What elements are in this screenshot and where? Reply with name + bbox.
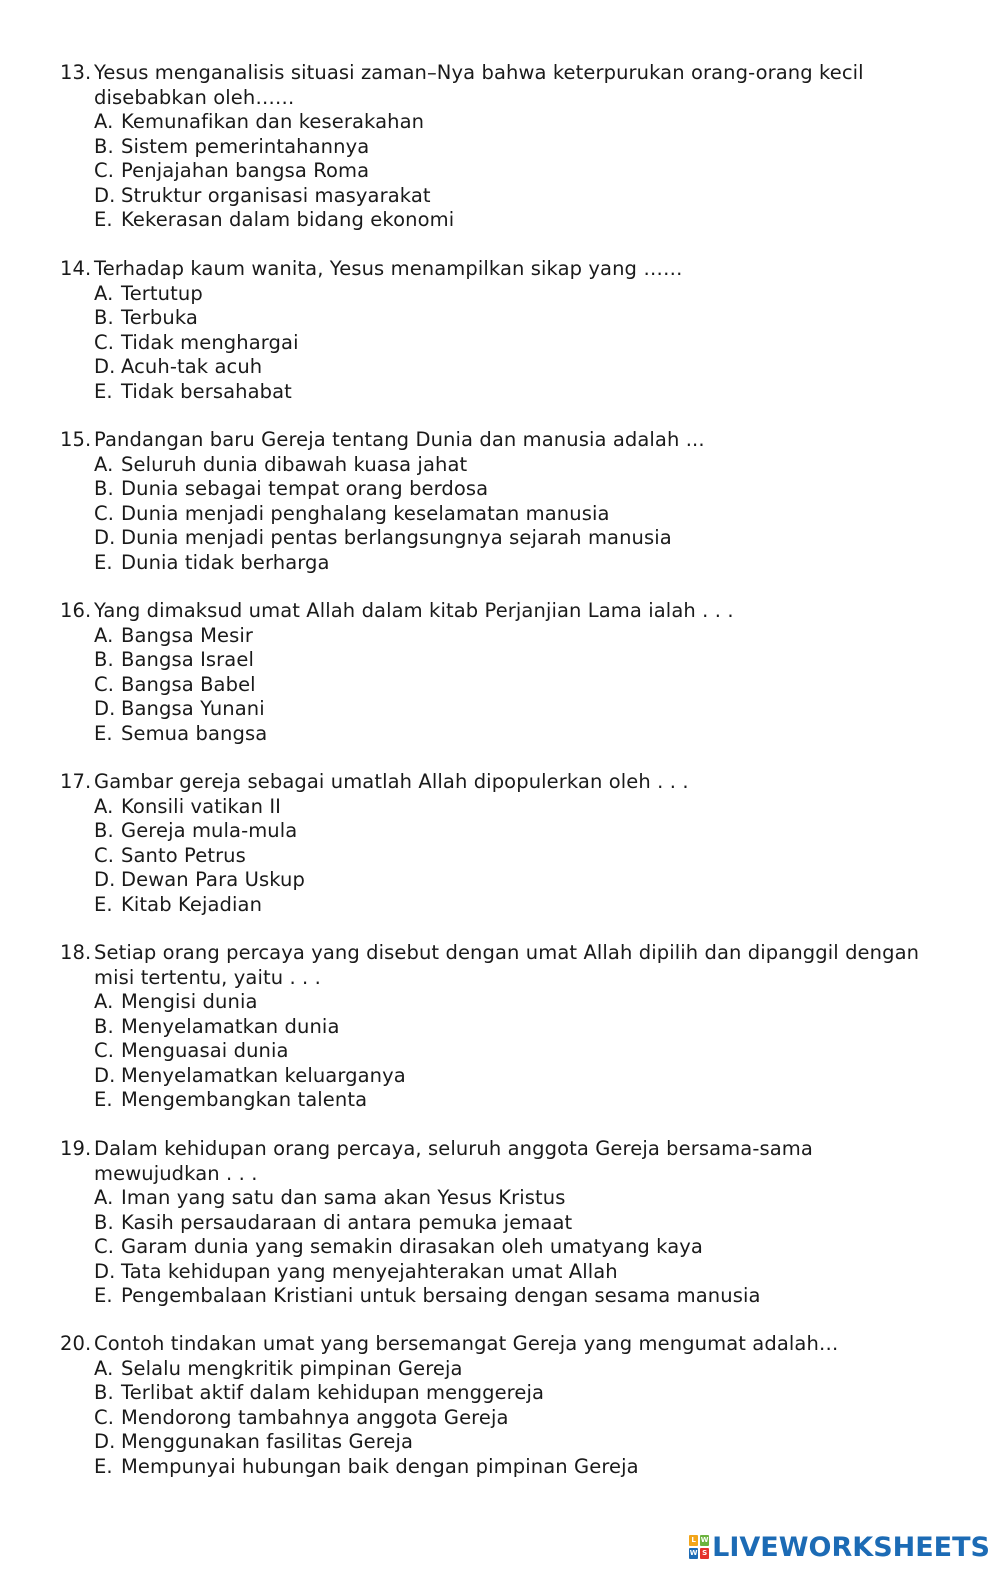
question-15 <box>60 428 940 575</box>
option-text: Menyelamatkan keluarganya <box>121 1063 406 1087</box>
option-letter: A. <box>94 990 114 1013</box>
option-text: Struktur organisasi masyarakat <box>121 183 431 207</box>
question-13 <box>60 61 940 233</box>
option-b <box>94 477 940 502</box>
option-text: Dunia menjadi pentas berlangsungnya sejarah manusia <box>121 526 672 549</box>
option-e <box>94 1455 940 1480</box>
option-letter: B. <box>94 1210 114 1234</box>
option-e <box>94 551 940 576</box>
question-text: Gambar gereja sebagai umatlah Allah dipopulerkan oleh . . . <box>94 770 689 793</box>
option-text: Menyelamatkan dunia <box>121 1014 340 1038</box>
logo-wordmark: LIVEWORKSHEETS <box>712 1531 990 1563</box>
option-text: Bangsa Israel <box>121 648 254 671</box>
option-text: Iman yang satu dan sama akan Yesus Kristus <box>121 1186 566 1209</box>
option-text: Kitab Kejadian <box>121 892 263 916</box>
question-number: 14. <box>60 257 92 280</box>
option-d <box>94 526 940 551</box>
option-letter: D. <box>94 1430 116 1453</box>
option-letter: D. <box>94 355 116 378</box>
option-text: Semua bangsa <box>121 721 268 745</box>
question-text: Terhadap kaum wanita, Yesus menampilkan sikap yang …… <box>94 257 683 280</box>
option-a <box>94 453 940 478</box>
option-text: Bangsa Mesir <box>121 623 253 647</box>
option-c <box>94 1235 940 1260</box>
option-a <box>94 990 940 1015</box>
question-16 <box>60 599 940 746</box>
question-number: 17. <box>60 770 92 793</box>
option-letter: D. <box>94 868 116 891</box>
option-letter: E. <box>94 1088 113 1111</box>
option-letter: C. <box>94 330 115 354</box>
question-18 <box>60 941 940 1113</box>
question-text: Setiap orang percaya yang disebut dengan umat Allah dipilih dan dipanggil dengan misi tertentu, yaitu . . . <box>94 941 920 989</box>
option-letter: E. <box>94 721 113 745</box>
option-text: Acuh-tak acuh <box>121 355 263 378</box>
option-e <box>94 380 940 405</box>
question-text: Contoh tindakan umat yang bersemangat Gereja yang mengumat adalah… <box>94 1332 839 1355</box>
option-text: Tertutup <box>121 281 203 305</box>
option-letter: E. <box>94 550 113 574</box>
option-letter: E. <box>94 379 113 403</box>
option-text: Garam dunia yang semakin dirasakan oleh umatyang kaya <box>121 1235 703 1258</box>
option-b <box>94 1015 940 1040</box>
option-text: Pengembalaan Kristiani untuk bersaing dengan sesama manusia <box>121 1284 761 1307</box>
option-text: Kasih persaudaraan di antara pemuka jemaat <box>121 1210 573 1234</box>
option-b <box>94 135 940 160</box>
option-b <box>94 1381 940 1406</box>
option-d <box>94 1430 940 1455</box>
logo-tile: W <box>700 1536 709 1544</box>
logo-tile: W <box>689 1549 698 1557</box>
option-d <box>94 355 940 380</box>
option-text: Dewan Para Uskup <box>121 868 305 891</box>
option-e <box>94 893 940 918</box>
option-letter: D. <box>94 183 116 207</box>
option-text: Penjajahan bangsa Roma <box>121 159 370 182</box>
option-b <box>94 1211 940 1236</box>
option-letter: C. <box>94 1235 115 1258</box>
option-text: Tidak bersahabat <box>121 379 292 403</box>
option-text: Gereja mula-mula <box>121 819 298 842</box>
option-text: Terbuka <box>121 306 198 329</box>
option-letter: B. <box>94 134 114 158</box>
option-letter: C. <box>94 159 115 182</box>
option-c <box>94 1039 940 1064</box>
option-text: Tidak menghargai <box>121 330 299 354</box>
option-text: Tata kehidupan yang menyejahterakan umat Allah <box>121 1259 618 1283</box>
option-text: Seluruh dunia dibawah kuasa jahat <box>121 452 468 476</box>
question-number: 15. <box>60 428 92 451</box>
option-letter: C. <box>94 1039 115 1062</box>
option-letter: B. <box>94 819 114 842</box>
option-text: Sistem pemerintahannya <box>121 134 370 158</box>
option-text: Santo Petrus <box>121 843 246 867</box>
option-letter: D. <box>94 1259 116 1283</box>
option-letter: B. <box>94 1381 114 1404</box>
question-17 <box>60 770 940 917</box>
option-text: Menguasai dunia <box>121 1039 289 1062</box>
option-letter: E. <box>94 208 113 231</box>
option-text: Mengisi dunia <box>121 990 258 1013</box>
option-c <box>94 673 940 698</box>
option-text: Dunia tidak berharga <box>121 550 330 574</box>
option-a <box>94 1357 940 1382</box>
option-letter: A. <box>94 623 114 647</box>
option-d <box>94 1260 940 1285</box>
option-d <box>94 697 940 722</box>
option-text: Dunia menjadi penghalang keselamatan manusia <box>121 501 610 525</box>
option-letter: D. <box>94 697 116 720</box>
option-e <box>94 1284 940 1309</box>
question-text: Dalam kehidupan orang percaya, seluruh anggota Gereja bersama-sama mewujudkan . . . <box>94 1137 813 1185</box>
option-d <box>94 868 940 893</box>
logo-tile: S <box>702 1549 708 1557</box>
option-text: Bangsa Yunani <box>121 697 265 720</box>
option-letter: B. <box>94 477 114 500</box>
option-text: Mendorong tambahnya anggota Gereja <box>121 1405 509 1429</box>
option-a <box>94 795 940 820</box>
question-text: Yesus menganalisis situasi zaman–Nya bahwa keterpurukan orang-orang kecil disebabkan oleh…… <box>94 61 864 109</box>
question-number: 19. <box>60 1137 92 1160</box>
question-number: 16. <box>60 599 92 622</box>
option-text: Konsili vatikan II <box>121 794 282 818</box>
option-e <box>94 1088 940 1113</box>
option-a <box>94 1186 940 1211</box>
option-text: Menggunakan fasilitas Gereja <box>121 1430 414 1453</box>
option-a <box>94 110 940 135</box>
option-b <box>94 306 940 331</box>
option-text: Kekerasan dalam bidang ekonomi <box>121 208 455 231</box>
option-a <box>94 282 940 307</box>
option-text: Kemunafikan dan keserakahan <box>121 110 425 133</box>
option-b <box>94 819 940 844</box>
option-c <box>94 502 940 527</box>
option-text: Dunia sebagai tempat orang berdosa <box>121 477 489 500</box>
option-text: Selalu mengkritik pimpinan Gereja <box>121 1356 463 1380</box>
liveworksheets-logo <box>689 1532 990 1562</box>
question-14 <box>60 257 940 404</box>
option-letter: D. <box>94 526 116 549</box>
option-letter: A. <box>94 110 114 133</box>
option-d <box>94 184 940 209</box>
option-e <box>94 208 940 233</box>
option-letter: C. <box>94 843 115 867</box>
option-letter: A. <box>94 452 114 476</box>
option-letter: E. <box>94 1454 113 1478</box>
question-20 <box>60 1332 940 1479</box>
option-text: Mempunyai hubungan baik dengan pimpinan Gereja <box>121 1454 639 1478</box>
option-letter: E. <box>94 892 113 916</box>
question-number: 13. <box>60 61 92 84</box>
option-d <box>94 1064 940 1089</box>
option-letter: B. <box>94 1014 114 1038</box>
question-number: 20. <box>60 1332 92 1355</box>
option-letter: C. <box>94 1405 115 1429</box>
option-letter: B. <box>94 306 114 329</box>
option-letter: C. <box>94 672 115 696</box>
option-letter: A. <box>94 794 114 818</box>
logo-tile: L <box>689 1535 698 1546</box>
option-text: Terlibat aktif dalam kehidupan menggereja <box>121 1381 545 1404</box>
option-a <box>94 624 940 649</box>
option-letter: B. <box>94 648 114 671</box>
question-text: Pandangan baru Gereja tentang Dunia dan manusia adalah ... <box>94 428 705 451</box>
option-letter: A. <box>94 1186 114 1209</box>
option-text: Bangsa Babel <box>121 672 256 696</box>
question-number: 18. <box>60 941 92 964</box>
option-c <box>94 1406 940 1431</box>
option-e <box>94 722 940 747</box>
option-letter: C. <box>94 501 115 525</box>
option-letter: A. <box>94 1356 114 1380</box>
option-c <box>94 159 940 184</box>
option-text: Mengembangkan talenta <box>121 1088 368 1111</box>
option-letter: D. <box>94 1063 116 1087</box>
option-b <box>94 648 940 673</box>
question-19 <box>60 1137 940 1309</box>
option-letter: E. <box>94 1284 113 1307</box>
option-c <box>94 844 940 869</box>
option-letter: A. <box>94 281 114 305</box>
question-text: Yang dimaksud umat Allah dalam kitab Perjanjian Lama ialah . . . <box>94 599 734 622</box>
option-c <box>94 331 940 356</box>
liveworksheets-logo-icon <box>689 1535 709 1559</box>
